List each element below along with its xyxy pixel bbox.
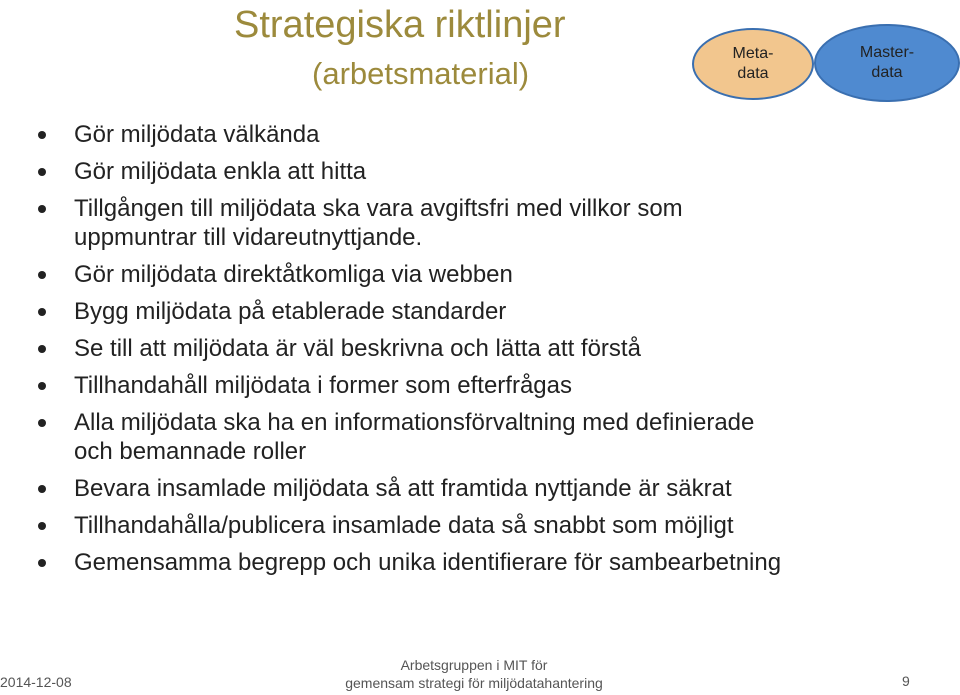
footer-date: 2014-12-08 bbox=[0, 674, 72, 690]
metadata-badge bbox=[692, 28, 814, 100]
bullet-icon bbox=[38, 419, 46, 427]
page-number: 9 bbox=[902, 673, 910, 689]
guideline-text: Gör miljödata enkla att hitta bbox=[74, 158, 367, 185]
footer-organization-line-2: gemensam strategi för miljödatahantering bbox=[345, 675, 603, 691]
guideline-text: Tillgången till miljödata ska vara avgiftsfri med villkor som uppmuntrar till vidareutnyttjande. bbox=[74, 195, 683, 251]
slide-subtitle: (arbetsmaterial) bbox=[312, 56, 530, 91]
guideline-item bbox=[34, 260, 954, 289]
bullet-icon bbox=[38, 522, 46, 530]
guideline-text: Bygg miljödata på etablerade standarder bbox=[74, 298, 507, 325]
masterdata-badge-line-2: data bbox=[871, 64, 903, 81]
metadata-badge-line-1: Meta- bbox=[732, 45, 774, 62]
guideline-item bbox=[34, 297, 954, 326]
guideline-item bbox=[34, 194, 954, 252]
guideline-item bbox=[34, 474, 954, 503]
guideline-item bbox=[34, 511, 954, 540]
metadata-badge-line-2: data bbox=[737, 65, 769, 82]
bullet-icon bbox=[38, 308, 46, 316]
guideline-text: Gör miljödata direktåtkomliga via webben bbox=[74, 261, 513, 288]
guideline-item bbox=[34, 548, 954, 577]
guideline-text: Bevara insamlade miljödata så att framtida nyttjande är säkrat bbox=[74, 475, 732, 502]
guideline-text: Se till att miljödata är väl beskrivna och lätta att förstå bbox=[74, 335, 641, 362]
guideline-text: Tillhandahålla/publicera insamlade data så snabbt som möjligt bbox=[74, 512, 734, 539]
bullet-icon bbox=[38, 559, 46, 567]
slide-title: Strategiska riktlinjer bbox=[234, 4, 566, 46]
guideline-text: Tillhandahåll miljödata i former som efterfrågas bbox=[74, 372, 572, 399]
bullet-icon bbox=[38, 485, 46, 493]
bullet-icon bbox=[38, 382, 46, 390]
guideline-item bbox=[34, 371, 954, 400]
guideline-item bbox=[34, 334, 954, 363]
bullet-icon bbox=[38, 345, 46, 353]
guideline-list bbox=[34, 120, 954, 585]
guideline-text: Gör miljödata välkända bbox=[74, 121, 320, 148]
guideline-item bbox=[34, 157, 954, 186]
masterdata-badge-line-1: Master- bbox=[859, 44, 915, 61]
bullet-icon bbox=[38, 131, 46, 139]
bullet-icon bbox=[38, 205, 46, 213]
masterdata-badge bbox=[814, 24, 960, 102]
footer-organization bbox=[324, 656, 624, 692]
bullet-icon bbox=[38, 168, 46, 176]
bullet-icon bbox=[38, 271, 46, 279]
footer-organization-line-1: Arbetsgruppen i MIT för bbox=[400, 657, 548, 673]
guideline-text: Alla miljödata ska ha en informationsförvaltning med definierade och bemannade roller bbox=[74, 409, 755, 465]
guideline-item bbox=[34, 408, 954, 466]
guideline-item bbox=[34, 120, 954, 149]
guideline-text: Gemensamma begrepp och unika identifierare för sambearbetning bbox=[74, 549, 782, 576]
